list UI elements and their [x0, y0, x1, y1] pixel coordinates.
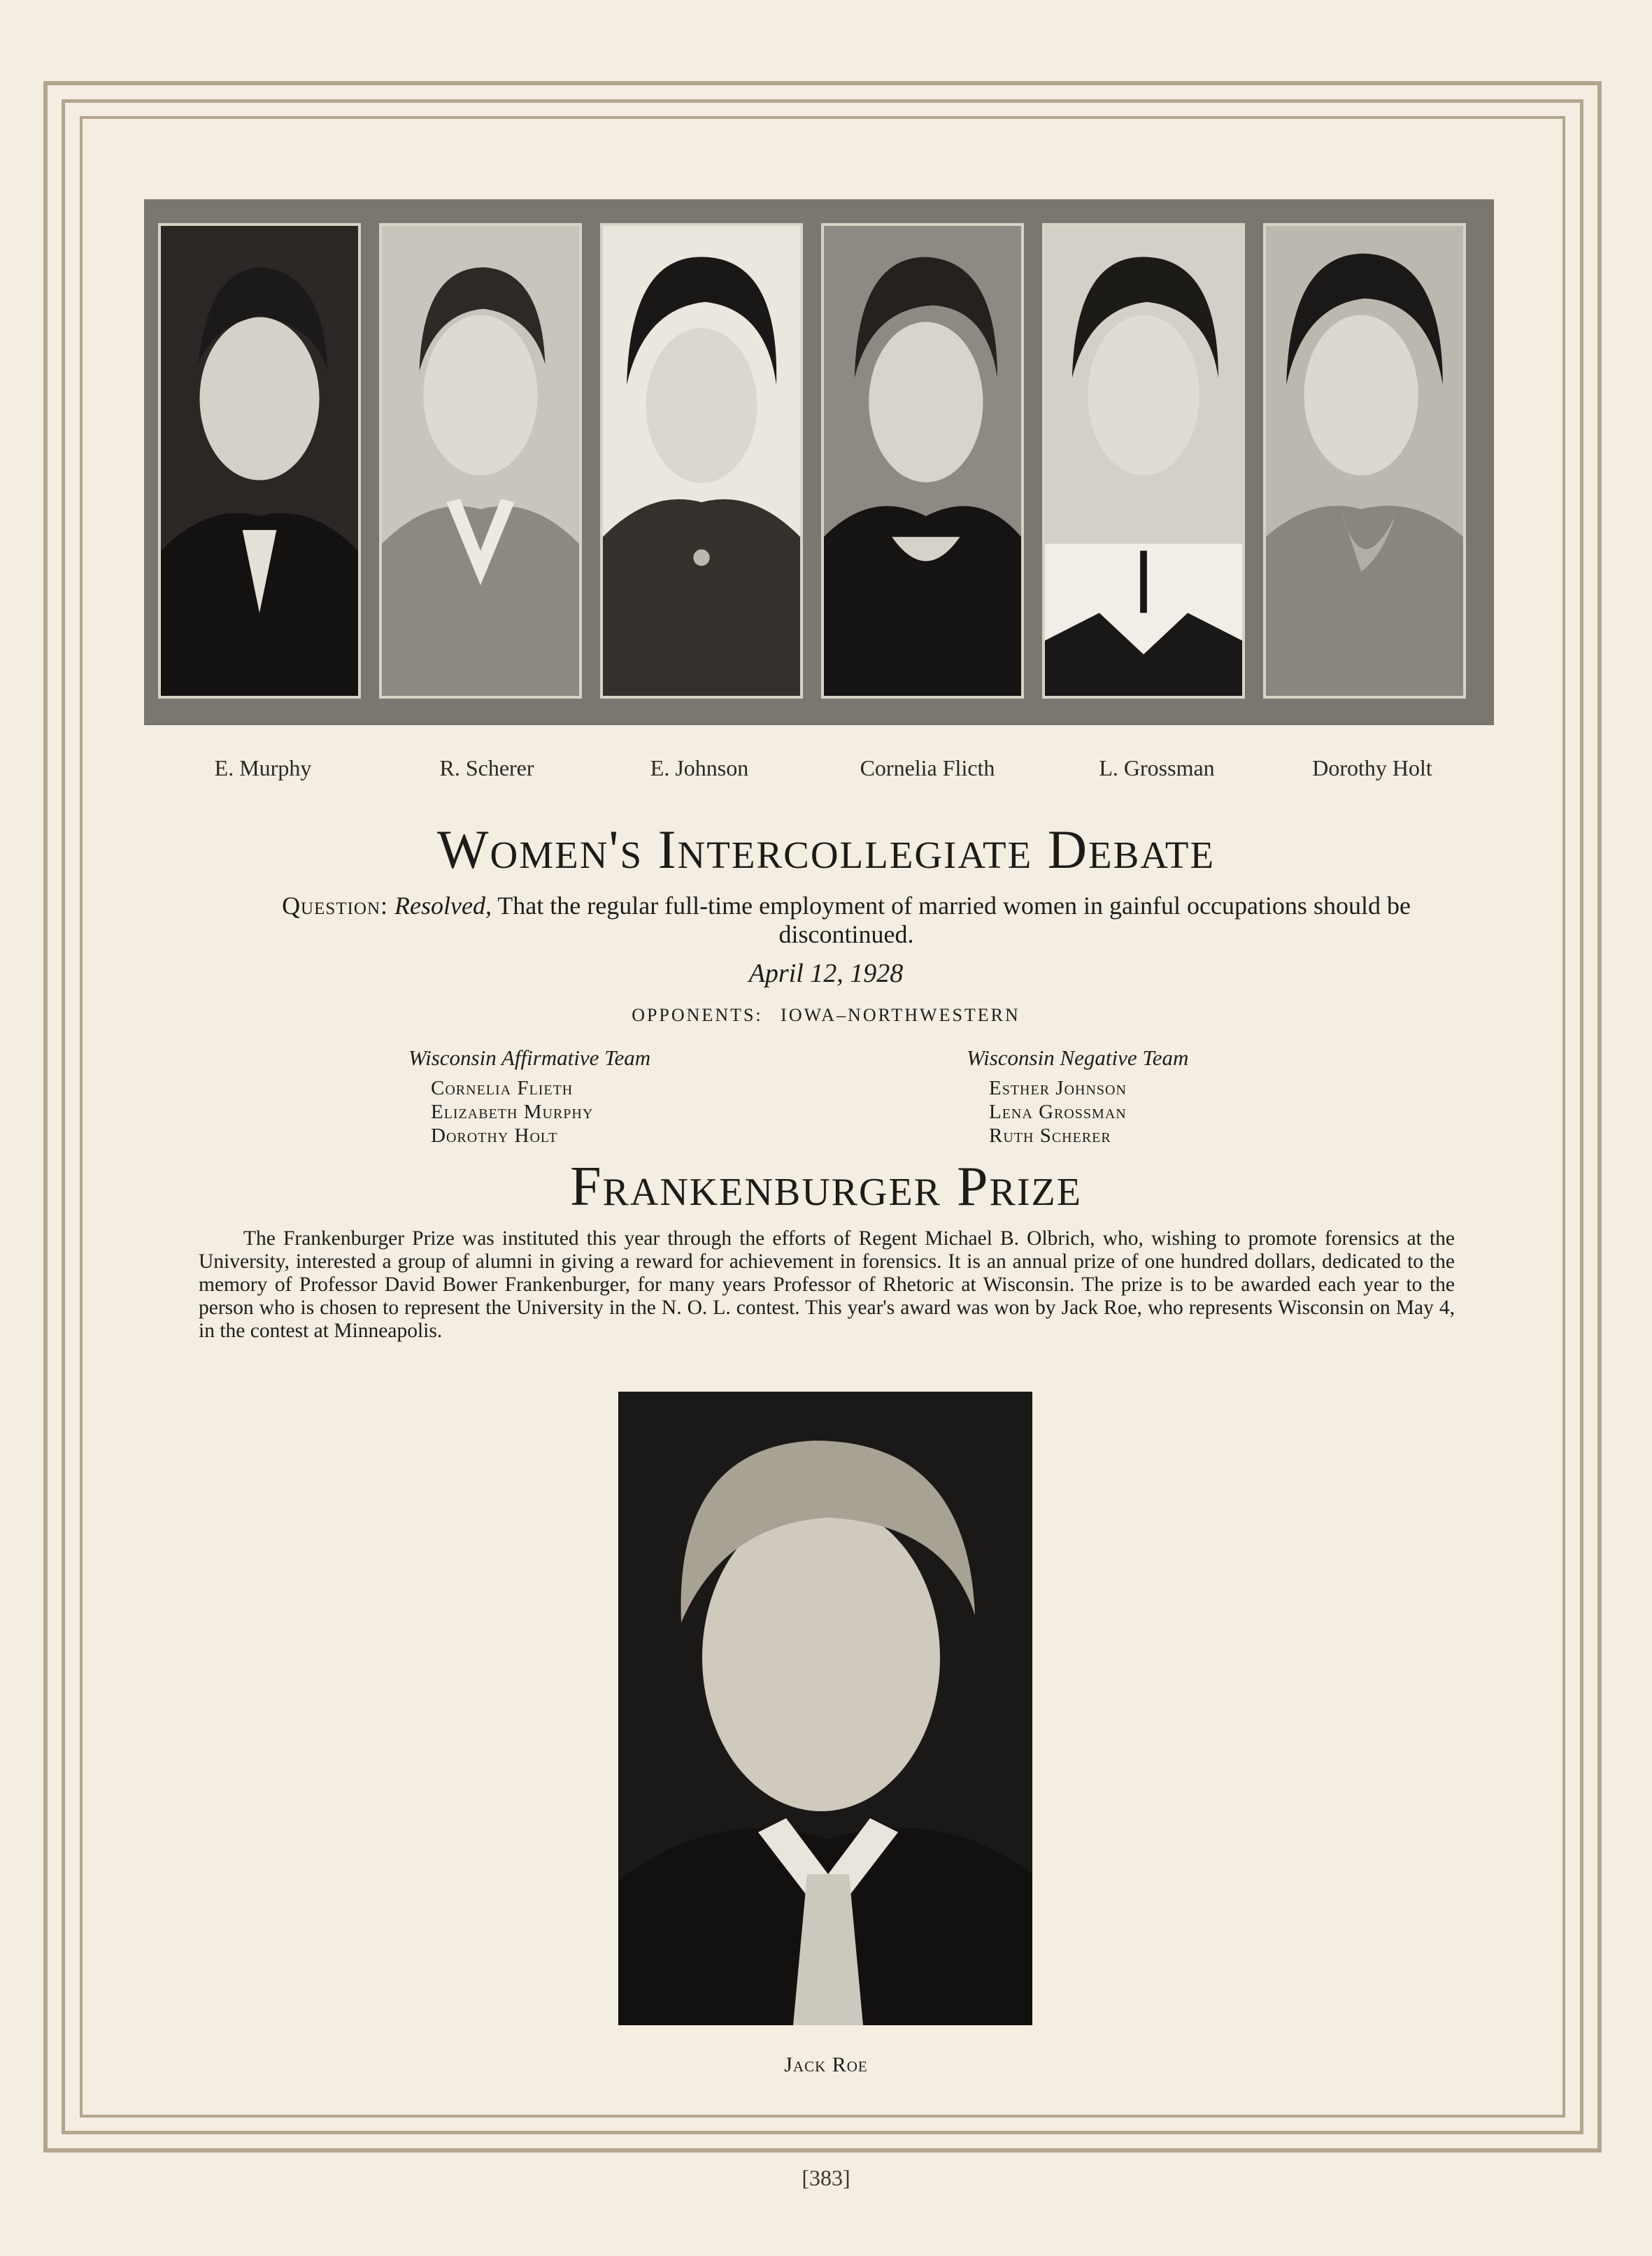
portrait-r-scherer [379, 223, 582, 699]
portrait-caption: R. Scherer [439, 755, 534, 780]
debate-question [238, 892, 1455, 949]
opponents-line [0, 1005, 1652, 1026]
portrait-caption: Cornelia Flicth [860, 755, 995, 780]
prize-paragraph: The Frankenburger Prize was instituted this year through the efforts of Regent Michael B. Olbrich, who, wishing to promote forensics at the University, interested a group of alumni in giving a reward for achievement in forensics. It is an annual prize of one hundred dollars, dedicated to the memory of Professor David Bower Frankenburger, for many years Professor of Rhetoric at Wisconsin. The prize is to be awarded each year to the person who is chosen to represent the University in the N. O. L. contest. This year's award was won by Jack Roe, who represents Wisconsin on May 4, in the contest at Minneapolis. [199, 1227, 1455, 1342]
team-member: Cornelia Flieth [431, 1077, 574, 1099]
portrait-cornelia-flicth [821, 223, 1024, 699]
debate-date: April 12, 1928 [748, 959, 904, 988]
jack-roe-portrait [618, 1392, 1032, 2025]
affirmative-team-heading: Wisconsin Affirmative Team [408, 1045, 651, 1070]
portrait-dorothy-holt [1263, 223, 1466, 699]
team-member: Lena Grossman [989, 1101, 1127, 1123]
portrait-caption: E. Murphy [214, 755, 312, 780]
team-member: Elizabeth Murphy [431, 1101, 594, 1123]
opponents-value: IOWA–NORTHWESTERN [781, 1005, 1020, 1025]
page-number: [383] [802, 2165, 850, 2190]
debate-title: Women's Intercollegiate Debate [436, 819, 1216, 880]
question-label: Question: [282, 892, 388, 920]
question-text: That the regular full-time employment of married women in gainful occupations should be discontinued. [497, 892, 1411, 948]
negative-team-heading: Wisconsin Negative Team [967, 1045, 1189, 1070]
team-member: Ruth Scherer [989, 1125, 1111, 1147]
opponents-label: OPPONENTS: [632, 1005, 763, 1025]
portrait-caption: E. Johnson [650, 755, 749, 780]
affirmative-team [408, 1045, 650, 1148]
portrait-caption: L. Grossman [1099, 755, 1215, 780]
portrait-e-murphy [158, 223, 361, 699]
portrait-l-grossman [1042, 223, 1245, 699]
team-member: Dorothy Holt [431, 1125, 558, 1147]
prize-title: Frankenburger Prize [570, 1156, 1082, 1218]
portrait-caption: Dorothy Holt [1312, 755, 1432, 780]
team-member: Esther Johnson [989, 1077, 1127, 1099]
negative-team [967, 1045, 1188, 1148]
question-resolved: Resolved, [394, 892, 492, 920]
jack-roe-caption: Jack Roe [784, 2053, 868, 2076]
debaters-photo-strip [144, 199, 1494, 725]
portrait-e-johnson [600, 223, 803, 699]
